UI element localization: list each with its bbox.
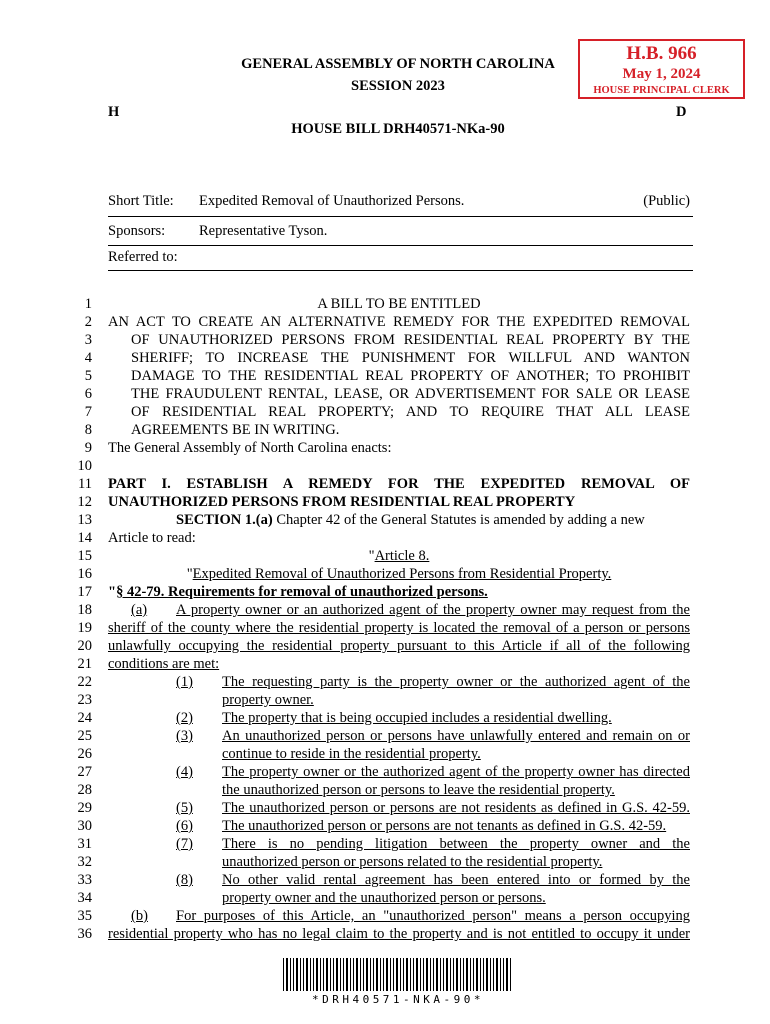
barcode-bar — [496, 958, 498, 991]
article-title-text: Expedited Removal of Unauthorized Persons from Residential Property. — [192, 566, 612, 582]
line-number: 3 — [84, 332, 92, 348]
article-number — [108, 548, 690, 565]
line-number: 19 — [77, 620, 92, 636]
referred-label: Referred to: — [108, 249, 178, 265]
stamp-bill-number: H.B. 966 — [626, 43, 697, 64]
barcode-bar — [293, 958, 294, 991]
list-item-text: continue to reside in the residential property. — [222, 746, 481, 762]
barcode-bar — [340, 958, 341, 991]
line-number: 31 — [77, 836, 92, 852]
barcode-bar — [493, 958, 494, 991]
line-number: 1 — [84, 296, 92, 312]
line-number: 21 — [77, 656, 92, 672]
article-number-text: Article 8. — [374, 548, 430, 564]
barcode-bar — [410, 958, 411, 991]
line-number: 12 — [77, 494, 92, 510]
line-number: 20 — [77, 638, 92, 654]
barcode-bar — [400, 958, 401, 991]
section-text: Chapter 42 of the General Statutes is amended by adding a new — [276, 512, 645, 528]
barcode-bar — [450, 958, 451, 991]
line-number: 30 — [77, 818, 92, 834]
barcode-bar — [463, 958, 464, 991]
article-title — [108, 566, 690, 583]
barcode-bar — [286, 958, 288, 991]
divider — [108, 216, 693, 217]
act-title-line: AGREEMENTS BE IN WRITING. — [131, 422, 340, 438]
sponsors-value: Representative Tyson. — [199, 223, 328, 239]
barcode-bar — [430, 958, 431, 991]
line-number: 6 — [84, 386, 92, 402]
act-title-line: DAMAGE TO THE RESIDENTIAL REAL PROPERTY OF ANOTHER; TO PROHIBIT — [131, 368, 690, 384]
subsection-text: sheriff of the county where the residential property is located the removal of a person or persons — [108, 620, 690, 636]
line-number: 26 — [77, 746, 92, 762]
barcode-bar — [383, 958, 384, 991]
barcode-bar — [480, 958, 481, 991]
barcode-bar — [380, 958, 381, 991]
line-number: 11 — [78, 476, 92, 492]
line-number: 28 — [77, 782, 92, 798]
barcode-bar — [310, 958, 311, 991]
barcode-bar — [500, 958, 501, 991]
list-item-text: The property that is being occupied includes a residential dwelling. — [222, 710, 612, 726]
barcode-bar — [510, 958, 511, 991]
line-number: 32 — [77, 854, 92, 870]
line-number: 7 — [84, 404, 92, 420]
subsection-label: (b) — [131, 908, 148, 924]
barcode-bar — [396, 958, 398, 991]
act-title-line: OF UNAUTHORIZED PERSONS FROM RESIDENTIAL REAL PROPERTY BY THE — [131, 332, 690, 348]
bill-identifier: HOUSE BILL DRH40571-NKa-90 — [291, 121, 505, 137]
subsection-text: unlawfully occupying the residential property pursuant to this Article if all of the following — [108, 638, 690, 654]
statute-heading-text: § 42-79. Requirements for removal of unauthorized persons. — [116, 584, 488, 600]
list-item-text: The unauthorized person or persons are not tenants as defined in G.S. 42-59. — [222, 818, 667, 834]
list-item-text: An unauthorized person or persons have unlawfully entered and remain on or — [222, 728, 690, 744]
session-heading: SESSION 2023 — [351, 78, 445, 94]
short-title-label: Short Title: — [108, 193, 174, 209]
barcode-bar — [506, 958, 508, 991]
section-line — [176, 512, 690, 529]
barcode-bar — [330, 958, 331, 991]
list-item-number: (3) — [176, 728, 193, 744]
list-item-number: (4) — [176, 764, 193, 780]
barcode-bar — [420, 958, 421, 991]
barcode — [283, 958, 513, 991]
barcode-bar — [306, 958, 308, 991]
barcode-bar — [473, 958, 474, 991]
short-title-value: Expedited Removal of Unauthorized Persons. — [199, 193, 465, 209]
line-number: 27 — [77, 764, 92, 780]
barcode-bar — [363, 958, 364, 991]
list-item-text: The requesting party is the property owner or the authorized agent of the — [222, 674, 690, 690]
barcode-bar — [406, 958, 408, 991]
barcode-bar — [390, 958, 391, 991]
part-heading: UNAUTHORIZED PERSONS FROM RESIDENTIAL REAL PROPERTY — [108, 494, 576, 510]
subsection-label: (a) — [131, 602, 148, 618]
line-number: 4 — [84, 350, 92, 366]
list-item-text: The unauthorized person or persons are not residents as defined in G.S. 42-59. — [222, 800, 690, 816]
barcode-bar — [316, 958, 318, 991]
line-number: 35 — [77, 908, 92, 924]
barcode-bar — [443, 958, 444, 991]
barcode-bar — [346, 958, 348, 991]
quote-mark: " — [108, 584, 117, 600]
barcode-bar — [353, 958, 354, 991]
line-number: 33 — [77, 872, 92, 888]
barcode-bar — [393, 958, 394, 991]
barcode-bar — [403, 958, 404, 991]
barcode-bar — [300, 958, 301, 991]
barcode-bar — [446, 958, 448, 991]
line-number: 22 — [77, 674, 92, 690]
list-item-text: unauthorized person or persons related to the residential property. — [222, 854, 603, 870]
part-heading: PART I. ESTABLISH A REMEDY FOR THE EXPEDITED REMOVAL OF — [108, 476, 690, 492]
barcode-bar — [283, 958, 284, 991]
list-item-text: The property owner or the authorized agent of the property owner has directed — [222, 764, 690, 780]
barcode-bar — [290, 958, 291, 991]
barcode-bar — [476, 958, 478, 991]
list-item-number: (7) — [176, 836, 193, 852]
line-number: 2 — [84, 314, 92, 330]
barcode-bar — [490, 958, 491, 991]
line-number: 34 — [77, 890, 92, 906]
subsection-text: conditions are met: — [108, 656, 220, 672]
line-number: 8 — [84, 422, 92, 438]
barcode-text: *DRH40571-NKA-90* — [311, 993, 485, 1006]
barcode-bar — [470, 958, 471, 991]
act-title-line: SHERIFF; TO INCREASE THE PUNISHMENT FOR WILLFUL AND WANTON — [131, 350, 690, 366]
draft-letter-right: D — [676, 104, 687, 120]
enacting-clause: The General Assembly of North Carolina enacts: — [108, 440, 392, 456]
barcode-bar — [333, 958, 334, 991]
public-label: (Public) — [643, 193, 690, 209]
list-item-number: (1) — [176, 674, 193, 690]
subsection-text: For purposes of this Article, an "unauthorized person" means a person occupying — [176, 908, 690, 924]
line-number: 29 — [77, 800, 92, 816]
barcode-bar — [503, 958, 504, 991]
line-number: 14 — [77, 530, 92, 546]
section-text: Article to read: — [108, 530, 196, 546]
quote-mark: " — [186, 566, 193, 582]
section-label: SECTION 1.(a) — [176, 512, 273, 528]
barcode-bar — [453, 958, 454, 991]
barcode-bar — [376, 958, 378, 991]
line-number: 23 — [77, 692, 92, 708]
act-title-line: THE FRAUDULENT RENTAL, LEASE, OR ADVERTISEMENT FOR SALE OR LEASE — [131, 386, 690, 402]
line-number: 13 — [77, 512, 92, 528]
list-item-number: (5) — [176, 800, 193, 816]
list-item-text: There is no pending litigation between the property owner and the — [222, 836, 690, 852]
barcode-bar — [366, 958, 368, 991]
barcode-bar — [413, 958, 414, 991]
act-title-line: AN ACT TO CREATE AN ALTERNATIVE REMEDY FOR THE EXPEDITED REMOVAL — [108, 314, 690, 330]
barcode-bar — [416, 958, 418, 991]
list-item-text: the unauthorized person or persons to leave the residential property. — [222, 782, 615, 798]
barcode-bar — [373, 958, 374, 991]
statute-heading — [108, 584, 690, 601]
line-number: 5 — [84, 368, 92, 384]
barcode-bar — [313, 958, 314, 991]
barcode-bar — [483, 958, 484, 991]
barcode-bar — [486, 958, 488, 991]
assembly-heading: GENERAL ASSEMBLY OF NORTH CAROLINA — [241, 56, 555, 72]
barcode-bar — [323, 958, 324, 991]
line-number: 25 — [77, 728, 92, 744]
stamp-date: May 1, 2024 — [622, 66, 701, 82]
filing-stamp — [578, 39, 745, 99]
barcode-bar — [303, 958, 304, 991]
list-item-text: property owner and the unauthorized person or persons. — [222, 890, 546, 906]
sponsors-label: Sponsors: — [108, 223, 166, 239]
barcode-bar — [350, 958, 351, 991]
line-number: 18 — [77, 602, 92, 618]
list-item-number: (2) — [176, 710, 193, 726]
barcode-bar — [466, 958, 468, 991]
line-number: 10 — [77, 458, 92, 474]
line-number: 9 — [84, 440, 92, 456]
act-title-line: OF RESIDENTIAL REAL PROPERTY; AND TO REQUIRE THAT ALL LEASE — [131, 404, 690, 420]
quote-mark: " — [368, 548, 375, 564]
barcode-bar — [426, 958, 428, 991]
barcode-bar — [423, 958, 424, 991]
subsection-text: residential property who has no legal claim to the property and is not entitled to occupy it under — [108, 926, 690, 942]
line-number: 16 — [77, 566, 92, 582]
barcode-bar — [320, 958, 321, 991]
line-number: 24 — [77, 710, 92, 726]
barcode-bar — [356, 958, 358, 991]
list-item-text: property owner. — [222, 692, 314, 708]
bill-entitled-heading: A BILL TO BE ENTITLED — [317, 296, 481, 312]
barcode-bar — [460, 958, 461, 991]
list-item-text: No other valid rental agreement has been entered into or formed by the — [222, 872, 690, 888]
line-number: 36 — [77, 926, 92, 942]
barcode-bar — [326, 958, 328, 991]
barcode-bar — [370, 958, 371, 991]
divider — [108, 245, 693, 246]
divider — [108, 270, 693, 271]
stamp-clerk: HOUSE PRINCIPAL CLERK — [593, 85, 730, 96]
chamber-letter-left: H — [108, 104, 120, 120]
line-number: 17 — [77, 584, 92, 600]
barcode-bar — [386, 958, 388, 991]
list-item-number: (6) — [176, 818, 193, 834]
line-number: 15 — [77, 548, 92, 564]
barcode-bar — [360, 958, 361, 991]
list-item-number: (8) — [176, 872, 193, 888]
barcode-bar — [336, 958, 338, 991]
barcode-bar — [296, 958, 298, 991]
barcode-bar — [456, 958, 458, 991]
barcode-bar — [343, 958, 344, 991]
barcode-bar — [440, 958, 441, 991]
barcode-bar — [433, 958, 434, 991]
barcode-bar — [436, 958, 438, 991]
subsection-text: A property owner or an authorized agent of the property owner may request from the — [176, 602, 690, 618]
